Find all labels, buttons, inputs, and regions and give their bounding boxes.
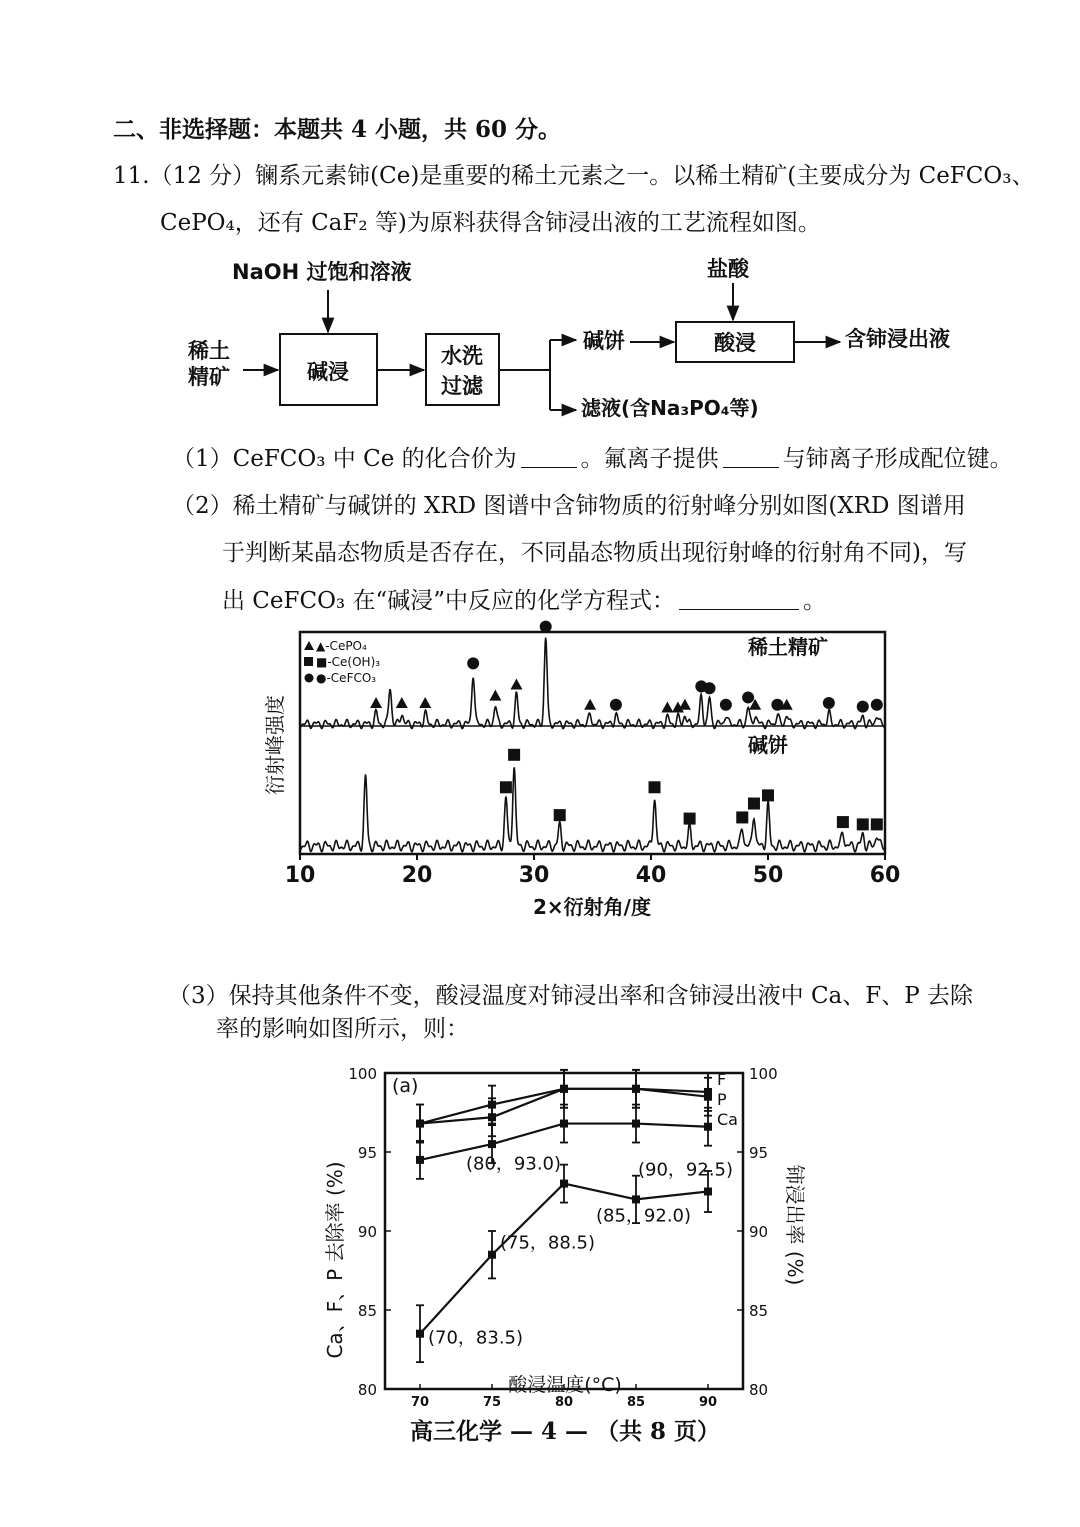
xrd-peak-marker: [837, 816, 849, 828]
legend-cepo4: ▲-CePO₄: [316, 639, 367, 653]
temp-data-point: [632, 1120, 640, 1128]
xrd-peak-marker: [500, 781, 512, 793]
temp-point-label: (70，83.5): [428, 1327, 524, 1349]
temp-x-tick-label: 90: [698, 1395, 718, 1410]
intermediate-label: 碱饼: [583, 329, 625, 353]
xrd-peak-marker: [610, 699, 622, 711]
temp-left-y-label: Ca、F、P 去除率 (%): [323, 1161, 347, 1359]
temp-right-y-tick-label: 100: [749, 1065, 778, 1083]
xrd-peak-marker: [871, 699, 883, 711]
xrd-peak-marker: [762, 789, 774, 801]
part2-blank-equation[interactable]: [679, 608, 799, 610]
step-alkali-label: 碱浸: [307, 360, 349, 384]
temp-left-y-tick-label: 95: [357, 1144, 377, 1162]
temp-right-y-label: 铈浸出率 (%): [783, 1164, 807, 1286]
question-11-line2: CePO₄，还有 CaF₂ 等)为原料获得含铈浸出液的工艺流程如图。: [160, 210, 821, 236]
xrd-x-tick-label: 60: [869, 863, 901, 888]
xrd-peak-marker: [661, 702, 673, 713]
step-acid-label: 酸浸: [714, 331, 756, 355]
temp-point-label: (90，92.5): [638, 1159, 734, 1181]
xrd-frame: [300, 632, 885, 854]
temp-point-label: (80，93.0): [466, 1153, 562, 1175]
xrd-x-tick-label: 20: [401, 863, 433, 888]
temp-series-label-P: P: [717, 1090, 727, 1109]
xrd-peak-marker: [584, 699, 596, 710]
part2-line2: 于判断某晶态物质是否存在，不同晶态物质出现衍射峰的衍射角不同)，写: [222, 540, 967, 566]
xrd-peak-marker: [742, 691, 754, 703]
step-wash-label-1: 水洗: [441, 344, 483, 368]
temp-right-y-tick-label: 90: [749, 1223, 769, 1241]
xrd-peak-marker: [857, 818, 869, 830]
panel-label-ore: 稀土精矿: [748, 635, 828, 659]
xrd-x-tick-label: 30: [518, 863, 550, 888]
xrd-peak-marker: [823, 697, 835, 709]
temp-point-label: (85，92.0): [596, 1205, 692, 1227]
part1-blank-donor[interactable]: [723, 466, 779, 468]
part1-text-b: 。氟离子提供: [580, 446, 719, 472]
temp-data-point: [488, 1251, 496, 1259]
step-wash-label-2: 过滤: [441, 374, 483, 398]
panel-label-cake: 碱饼: [748, 733, 788, 757]
xrd-x-tick-label: 40: [635, 863, 667, 888]
temperature-chart: [0, 1050, 1080, 1410]
input-label-1: 稀土: [188, 339, 230, 363]
part2-line1: （2）稀土精矿与碱饼的 XRD 图谱中含铈物质的衍射峰分别如图(XRD 图谱用: [172, 493, 966, 519]
xrd-peak-marker: [649, 781, 661, 793]
xrd-peak-marker: [370, 697, 382, 708]
xrd-x-axis-label: 2×衍射角/度: [533, 895, 651, 919]
xrd-peak-marker: [554, 809, 566, 821]
xrd-trace-cake: [300, 767, 885, 852]
question-11-line1: 11.（12 分）镧系元素铈(Ce)是重要的稀土元素之一。以稀土精矿(主要成分为 CeFCO₃、: [113, 163, 1035, 189]
xrd-peak-marker: [857, 701, 869, 713]
temp-series-label-Ca: Ca: [717, 1110, 738, 1129]
part2-line3-text: 出 CeFCO₃ 在“碱浸”中反应的化学方程式：: [222, 588, 675, 614]
section-heading: 二、非选择题：本题共 4 小题，共 60 分。: [113, 116, 562, 143]
xrd-peak-marker: [419, 697, 431, 708]
product-label: 含铈浸出液: [845, 327, 950, 351]
temp-left-y-tick-label: 85: [357, 1302, 377, 1320]
temp-data-point: [632, 1085, 640, 1093]
temp-right-y-tick-label: 95: [749, 1144, 769, 1162]
part1-text-c: 与铈离子形成配位键。: [782, 446, 1013, 472]
temp-point-label: (75，88.5): [500, 1232, 596, 1254]
temp-data-point: [488, 1140, 496, 1148]
temp-data-point: [632, 1195, 640, 1203]
temp-right-y-tick-label: 85: [749, 1302, 769, 1320]
temp-x-tick-label: 85: [626, 1395, 646, 1410]
legend-marker-square: [304, 657, 313, 666]
part2-line3-end: 。: [802, 588, 826, 614]
xrd-peak-marker: [510, 679, 522, 690]
xrd-peak-marker: [467, 657, 479, 669]
temp-data-point: [704, 1188, 712, 1196]
temp-series-label-F: F: [717, 1070, 727, 1089]
temp-left-y-tick-label: 80: [357, 1381, 377, 1399]
temp-chart-panel-label: (a): [392, 1075, 419, 1097]
xrd-peak-marker: [748, 798, 760, 810]
part2-line3: [222, 588, 826, 616]
part1-blank-valence[interactable]: [521, 466, 577, 468]
temp-x-axis-label: 酸浸温度(°C): [508, 1374, 622, 1396]
part3-line1: （3）保持其他条件不变，酸浸温度对铈浸出率和含铈浸出液中 Ca、F、P 去除: [168, 983, 973, 1009]
temp-data-point: [416, 1330, 424, 1338]
reagent-naoh-label: NaOH 过饱和溶液: [232, 260, 412, 284]
xrd-y-axis-label: 衍射峰强度: [263, 695, 287, 795]
temp-data-point: [560, 1180, 568, 1188]
xrd-chart: [0, 620, 1080, 930]
temp-data-point: [416, 1156, 424, 1164]
xrd-peak-marker: [871, 818, 883, 830]
xrd-peak-marker: [396, 697, 408, 708]
part1-text: [172, 446, 1013, 474]
xrd-x-tick-label: 50: [752, 863, 784, 888]
part1-text-a: （1）CeFCO₃ 中 Ce 的化合价为: [172, 446, 517, 472]
temp-right-y-tick-label: 80: [749, 1381, 769, 1399]
temp-left-y-tick-label: 100: [348, 1065, 377, 1083]
temp-left-y-tick-label: 90: [357, 1223, 377, 1241]
temp-x-tick-label: 75: [482, 1395, 502, 1410]
temp-data-point: [560, 1085, 568, 1093]
xrd-peak-marker: [679, 699, 691, 710]
xrd-peak-marker: [489, 690, 501, 701]
page-footer: 高三化学 — 4 — （共 8 页）: [410, 1418, 721, 1445]
xrd-peak-marker: [508, 749, 520, 761]
xrd-peak-marker: [720, 699, 732, 711]
xrd-x-tick-label: 10: [284, 863, 316, 888]
legend-ceoh3: ■-Ce(OH)₃: [316, 655, 381, 669]
part3-line2: 率的影响如图所示，则：: [216, 1016, 469, 1042]
legend-marker-triangle: [304, 641, 314, 650]
xrd-peak-marker: [684, 813, 696, 825]
temp-data-point: [488, 1113, 496, 1121]
legend-marker-circle: [305, 674, 314, 683]
temp-data-point: [560, 1120, 568, 1128]
process-flowchart: [0, 0, 1080, 440]
legend-cefco3: ●-CeFCO₃: [316, 671, 377, 685]
input-label-2: 精矿: [188, 365, 230, 389]
xrd-legend: [316, 639, 380, 685]
temp-data-point: [416, 1120, 424, 1128]
temp-data-point: [704, 1123, 712, 1131]
filtrate-label: 滤液(含Na₃PO₄等): [581, 396, 759, 420]
reagent-hcl-label: 盐酸: [707, 257, 749, 281]
xrd-peak-marker: [736, 811, 748, 823]
xrd-peak-marker: [540, 621, 552, 633]
temp-data-point: [704, 1093, 712, 1101]
temp-x-tick-label: 80: [554, 1395, 574, 1410]
temp-x-tick-label: 70: [410, 1395, 430, 1410]
xrd-peak-marker: [704, 682, 716, 694]
